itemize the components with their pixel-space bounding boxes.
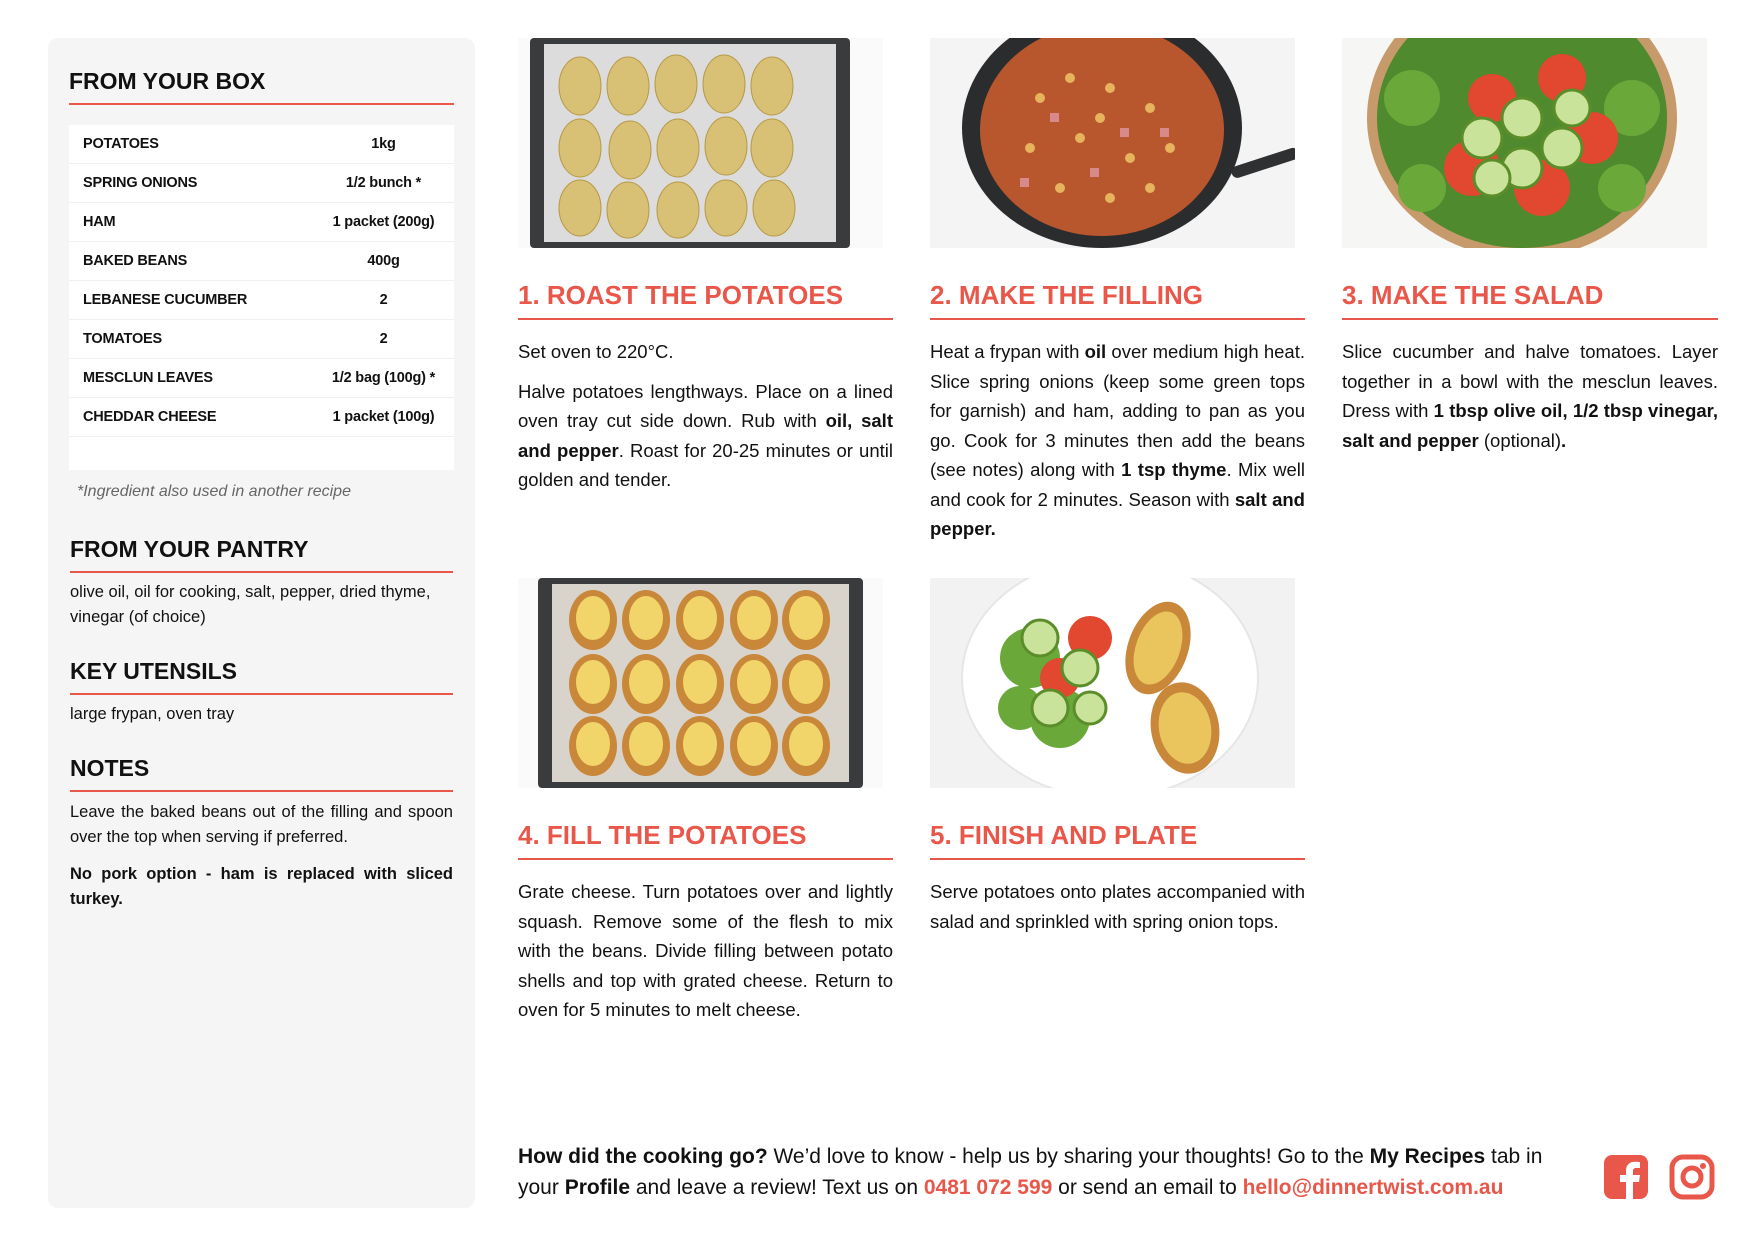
- step-4-paragraph: Grate cheese. Turn potatoes over and lightly squash. Remove some of the flesh to mix with the beans. Divide filling between potato shells and top with grated cheese. Return to oven for 5 minutes to melt cheese.: [518, 881, 893, 1020]
- ingredient-qty: 1/2 bunch *: [345, 175, 422, 191]
- ingredient-qty: 1/2 bag (100g) *: [331, 370, 436, 386]
- feedback-text: How did the cooking go? We’d love to know - help us by sharing your thoughts! Go to the My Recipes tab in your Profile and leave a review! Text us on 0481 072 599 or send an email to hello@dinnertwist.com.au: [518, 1145, 1543, 1199]
- ingredient-name: HAM: [83, 214, 116, 230]
- step-1-paragraph-1: Set oven to 220°C.: [518, 341, 674, 362]
- step-4-text: [518, 877, 893, 1035]
- filled-potatoes-photo: [518, 578, 883, 788]
- ingredient-footnote: *Ingredient also used in another recipe: [77, 483, 351, 500]
- ingredient-row: [69, 242, 454, 281]
- step-5-text: [930, 877, 1305, 946]
- pantry-title: FROM YOUR PANTRY: [70, 536, 453, 573]
- ingredient-name: LEBANESE CUCUMBER: [83, 292, 248, 308]
- step-4-title: 4. FILL THE POTATOES: [518, 820, 893, 860]
- salad-photo: [1342, 38, 1707, 248]
- step-3-title: 3. MAKE THE SALAD: [1342, 280, 1718, 320]
- ingredients-table: [69, 125, 454, 470]
- ingredient-name: CHEDDAR CHEESE: [83, 409, 217, 425]
- roast-potatoes-photo: [518, 38, 883, 248]
- step-2-text: [930, 337, 1305, 554]
- ingredient-row: [69, 359, 454, 398]
- email-link[interactable]: hello@dinnertwist.com.au: [1242, 1176, 1504, 1199]
- ingredient-qty: 2: [379, 292, 388, 308]
- step-2-title: 2. MAKE THE FILLING: [930, 280, 1305, 320]
- ingredient-qty: 1 packet (200g): [332, 214, 435, 230]
- step-5-title: 5. FINISH AND PLATE: [930, 820, 1305, 860]
- facebook-icon[interactable]: [1602, 1153, 1650, 1201]
- ingredient-row: [69, 125, 454, 164]
- utensils-text: large frypan, oven tray: [70, 705, 235, 723]
- ingredient-row: [69, 320, 454, 359]
- ingredient-qty: 2: [379, 331, 388, 347]
- notes-text: Leave the baked beans out of the filling and spoon over the top when serving if preferred.: [70, 803, 453, 846]
- utensils-title: KEY UTENSILS: [70, 658, 453, 695]
- instagram-icon[interactable]: [1668, 1153, 1716, 1201]
- notes-title: NOTES: [70, 755, 453, 792]
- ingredient-row: [69, 281, 454, 320]
- step-3-text: [1342, 337, 1718, 465]
- step-1-text: [518, 337, 893, 505]
- step-2-paragraph: Heat a frypan with oil over medium high heat. Slice spring onions (keep some green tops for garnish) and ham, adding to pan as you go. Cook for 3 minutes then add the beans (see notes) along with 1 tsp thyme. Mix well and cook for 2 minutes. Season with salt and pepper.: [930, 341, 1305, 539]
- step-1-paragraph-2: Halve potatoes lengthways. Place on a lined oven tray cut side down. Rub with oil, salt and pepper. Roast for 20-25 minutes or until golden and tender.: [518, 380, 893, 490]
- step-3-paragraph: Slice cucumber and halve tomatoes. Layer together in a bowl with the mesclun leaves. Dress with 1 tbsp olive oil, 1/2 tbsp vinegar, salt and pepper (optional).: [1342, 341, 1718, 451]
- ingredient-name: BAKED BEANS: [83, 253, 188, 269]
- ingredient-row: [69, 203, 454, 242]
- filling-frypan-photo: [930, 38, 1295, 248]
- ingredient-qty: 1 packet (100g): [332, 409, 435, 425]
- ingredient-qty: 1kg: [371, 136, 396, 152]
- sidebar: [48, 38, 475, 1208]
- pantry-text: olive oil, oil for cooking, salt, pepper, dried thyme, vinegar (of choice): [70, 583, 431, 626]
- step-5-paragraph: Serve potatoes onto plates accompanied with salad and sprinkled with spring onion tops.: [930, 881, 1305, 932]
- plated-dish-photo: [930, 578, 1295, 788]
- ingredient-qty: 400g: [367, 253, 400, 269]
- ingredient-row: [69, 398, 454, 437]
- step-1-title: 1. ROAST THE POTATOES: [518, 280, 893, 320]
- ingredient-name: TOMATOES: [83, 331, 162, 347]
- ingredient-name: MESCLUN LEAVES: [83, 370, 213, 386]
- from-your-box-title: FROM YOUR BOX: [69, 68, 454, 105]
- ingredient-name: SPRING ONIONS: [83, 175, 198, 191]
- ingredient-name: POTATOES: [83, 136, 159, 152]
- ingredient-row: [69, 164, 454, 203]
- phone-link[interactable]: 0481 072 599: [923, 1176, 1053, 1199]
- notes-bold-text: No pork option - ham is replaced with sliced turkey.: [70, 865, 453, 908]
